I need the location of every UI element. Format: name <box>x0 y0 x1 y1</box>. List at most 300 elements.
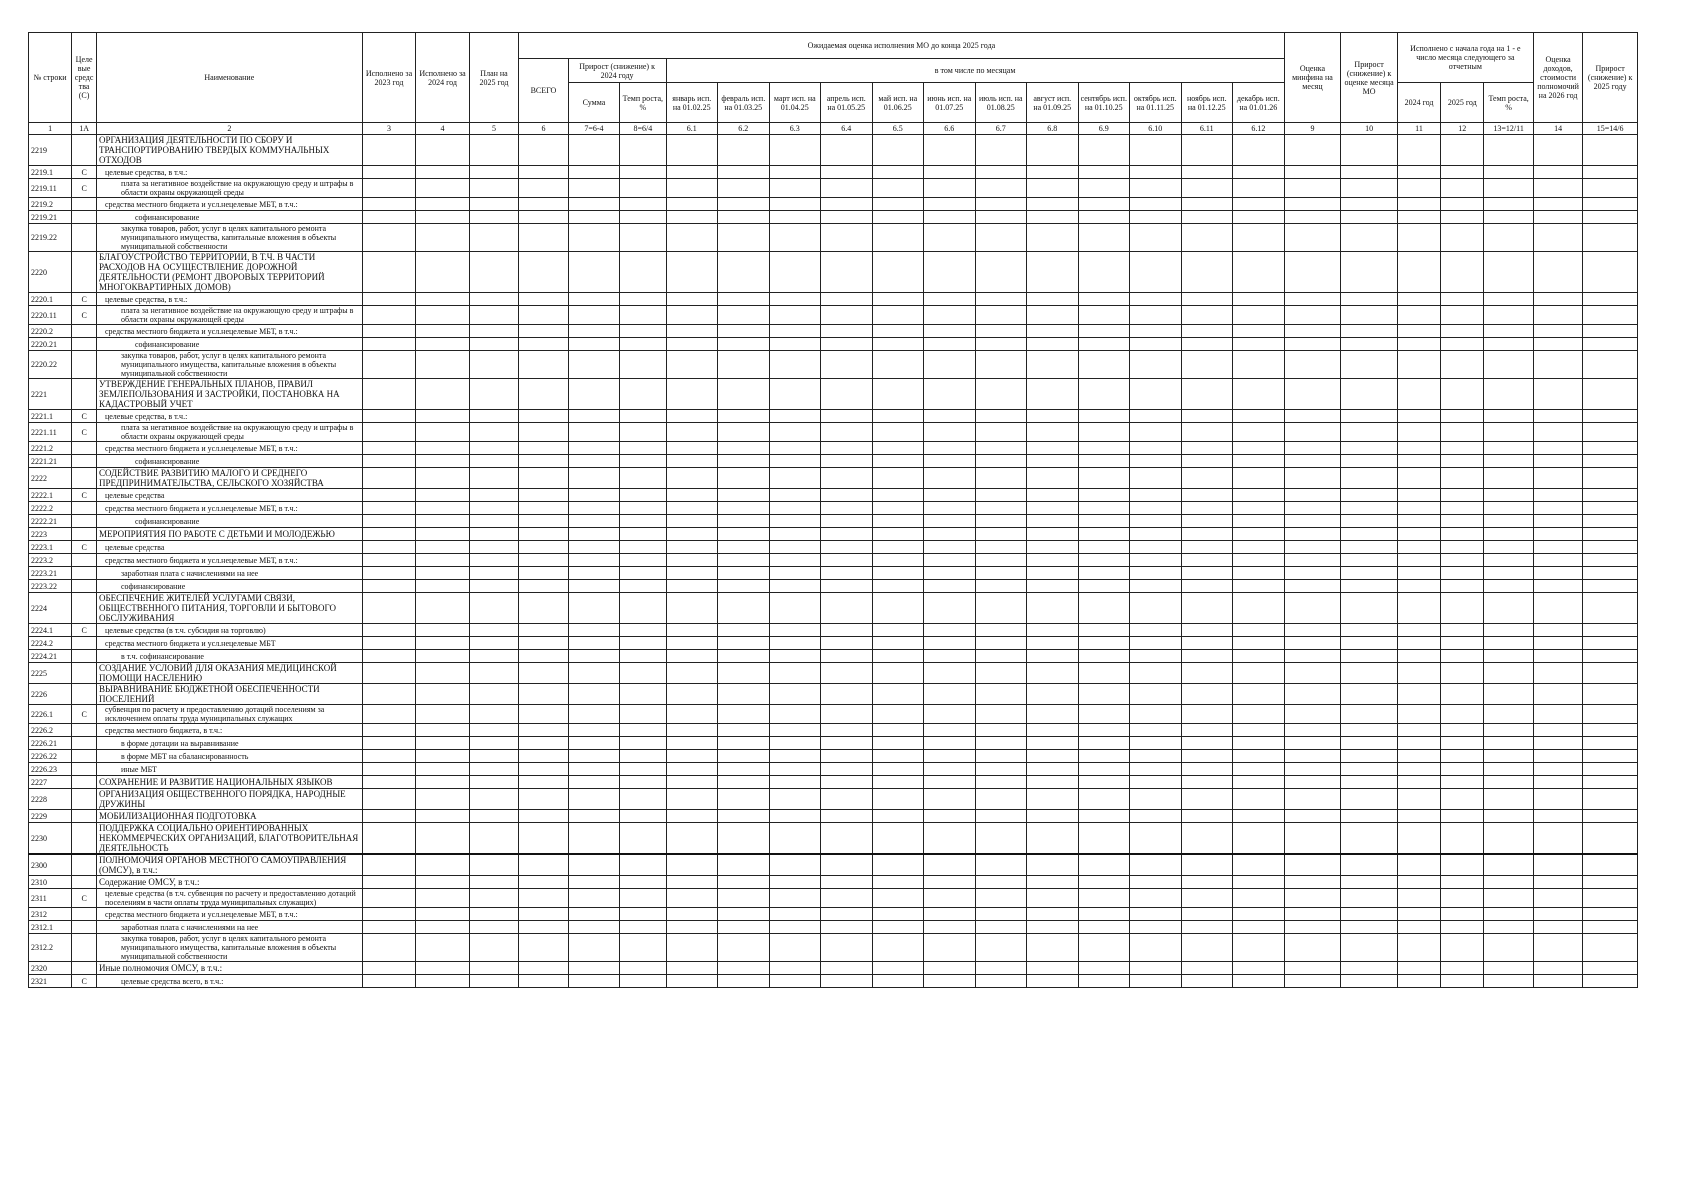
value-cell <box>568 810 620 823</box>
value-cell <box>1397 515 1440 528</box>
row-name <box>96 705 362 724</box>
value-cell <box>666 306 718 325</box>
value-cell <box>1484 198 1533 211</box>
value-cell <box>620 211 666 224</box>
row-name-label: Иные полномочия ОМСУ, в т.ч.: <box>98 963 223 973</box>
value-cell <box>620 705 666 724</box>
row-name <box>96 252 362 293</box>
value-cell <box>469 442 518 455</box>
value-cell <box>1027 567 1079 580</box>
value-cell <box>1341 908 1398 921</box>
value-cell <box>469 789 518 810</box>
value-cell <box>821 325 873 338</box>
value-cell <box>872 455 924 468</box>
value-cell <box>1130 637 1182 650</box>
value-cell <box>469 135 518 166</box>
value-cell <box>924 351 976 379</box>
value-cell <box>620 854 666 876</box>
value-cell <box>362 410 416 423</box>
value-cell <box>924 763 976 776</box>
row-name-label: ВЫРАВНИВАНИЕ БЮДЖЕТНОЙ ОБЕСПЕЧЕННОСТИ ПОСЕЛЕНИЙ <box>98 684 320 704</box>
value-cell <box>718 135 770 166</box>
value-cell <box>1027 528 1079 541</box>
value-cell <box>519 502 568 515</box>
value-cell <box>1441 179 1484 198</box>
value-cell <box>1078 921 1130 934</box>
row-name-label: БЛАГОУСТРОЙСТВО ТЕРРИТОРИИ, В Т.Ч. В ЧАСТИ РАСХОДОВ НА ОСУЩЕСТВЛЕНИЕ ДОРОЖНОЙ ДЕЯТЕЛЬНОСТИ (РЕМОНТ ДВОРОВЫХ ТЕРРИТОРИЙ МНОГОКВАРТИРНЫХ ДОМОВ) <box>98 252 325 292</box>
value-cell <box>769 624 821 637</box>
row-name <box>96 567 362 580</box>
value-cell <box>975 379 1027 410</box>
value-cell <box>1441 489 1484 502</box>
value-cell <box>1533 663 1582 684</box>
row-name-label: целевые средства (в т.ч. субвенция по расчету и предоставлению дотаций поселениям в части оплаты труда муниципальных служащих) <box>104 889 356 907</box>
value-cell <box>666 908 718 921</box>
value-cell <box>519 789 568 810</box>
value-cell <box>1533 724 1582 737</box>
value-cell <box>1130 810 1182 823</box>
value-cell <box>519 580 568 593</box>
value-cell <box>1397 876 1440 889</box>
row-name <box>96 921 362 934</box>
value-cell <box>821 528 873 541</box>
value-cell <box>718 528 770 541</box>
value-cell <box>362 179 416 198</box>
value-cell <box>519 705 568 724</box>
row-name-label: плата за негативное воздействие на окружающую среду и штрафы в области охраны окружающей среды <box>120 306 354 324</box>
row-name-label: средства местного бюджета и усл.нецелевые МБТ, в т.ч.: <box>104 555 298 565</box>
row-target-flag <box>72 135 97 166</box>
value-cell <box>821 515 873 528</box>
value-cell <box>1284 889 1341 908</box>
value-cell <box>620 975 666 988</box>
value-cell <box>1027 293 1079 306</box>
table-row <box>29 306 1638 325</box>
value-cell <box>718 325 770 338</box>
value-cell <box>924 541 976 554</box>
column-number-cell: 1 <box>29 123 72 135</box>
value-cell <box>1027 455 1079 468</box>
value-cell <box>872 379 924 410</box>
value-cell <box>1341 650 1398 663</box>
value-cell <box>1027 211 1079 224</box>
value-cell <box>1233 705 1285 724</box>
table-row <box>29 650 1638 663</box>
value-cell <box>1181 423 1233 442</box>
value-cell <box>469 593 518 624</box>
value-cell <box>568 962 620 975</box>
value-cell <box>769 554 821 567</box>
table-row <box>29 442 1638 455</box>
value-cell <box>1284 776 1341 789</box>
value-cell <box>1027 580 1079 593</box>
value-cell <box>1233 934 1285 962</box>
value-cell <box>1583 211 1638 224</box>
value-cell <box>1284 502 1341 515</box>
value-cell <box>718 854 770 876</box>
value-cell <box>1341 198 1398 211</box>
value-cell <box>975 962 1027 975</box>
value-cell <box>1233 515 1285 528</box>
value-cell <box>416 442 470 455</box>
value-cell <box>1181 252 1233 293</box>
value-cell <box>1484 750 1533 763</box>
value-cell <box>416 650 470 663</box>
value-cell <box>718 515 770 528</box>
value-cell <box>1181 468 1233 489</box>
value-cell <box>769 962 821 975</box>
row-target-flag <box>72 810 97 823</box>
value-cell <box>1130 593 1182 624</box>
value-cell <box>1484 224 1533 252</box>
value-cell <box>821 889 873 908</box>
value-cell <box>362 325 416 338</box>
value-cell <box>718 410 770 423</box>
value-cell <box>1284 442 1341 455</box>
value-cell <box>924 876 976 889</box>
value-cell <box>975 468 1027 489</box>
value-cell <box>924 468 976 489</box>
row-name <box>96 854 362 876</box>
value-cell <box>1284 338 1341 351</box>
value-cell <box>1341 211 1398 224</box>
value-cell <box>769 705 821 724</box>
value-cell <box>924 705 976 724</box>
value-cell <box>416 528 470 541</box>
value-cell <box>416 876 470 889</box>
value-cell <box>568 889 620 908</box>
value-cell <box>1078 705 1130 724</box>
value-cell <box>362 637 416 650</box>
value-cell <box>1233 379 1285 410</box>
value-cell <box>1397 198 1440 211</box>
value-cell <box>1533 198 1582 211</box>
value-cell <box>469 776 518 789</box>
row-target-flag <box>72 593 97 624</box>
row-name <box>96 810 362 823</box>
table-row <box>29 854 1638 876</box>
value-cell <box>1533 306 1582 325</box>
value-cell <box>416 554 470 567</box>
value-cell <box>1484 211 1533 224</box>
row-target-flag <box>72 724 97 737</box>
value-cell <box>1130 293 1182 306</box>
value-cell <box>416 423 470 442</box>
value-cell <box>519 541 568 554</box>
value-cell <box>568 338 620 351</box>
value-cell <box>1233 166 1285 179</box>
value-cell <box>769 663 821 684</box>
value-cell <box>1130 179 1182 198</box>
value-cell <box>1284 455 1341 468</box>
value-cell <box>924 789 976 810</box>
value-cell <box>1341 489 1398 502</box>
value-cell <box>469 211 518 224</box>
row-name <box>96 889 362 908</box>
value-cell <box>666 135 718 166</box>
value-cell <box>469 179 518 198</box>
row-code: 2225 <box>29 663 72 684</box>
value-cell <box>769 650 821 663</box>
value-cell <box>568 502 620 515</box>
value-cell <box>924 198 976 211</box>
value-cell <box>362 455 416 468</box>
row-name <box>96 580 362 593</box>
table-row <box>29 423 1638 442</box>
value-cell <box>769 975 821 988</box>
row-name-label: УТВЕРЖДЕНИЕ ГЕНЕРАЛЬНЫХ ПЛАНОВ, ПРАВИЛ ЗЕМЛЕПОЛЬЗОВАНИЯ И ЗАСТРОЙКИ, ПОСТАНОВКА НА КАДАСТРОВЫЙ УЧЕТ <box>98 379 340 409</box>
value-cell <box>469 705 518 724</box>
value-cell <box>568 593 620 624</box>
value-cell <box>821 306 873 325</box>
table-row <box>29 293 1638 306</box>
value-cell <box>1284 934 1341 962</box>
row-target-flag <box>72 351 97 379</box>
value-cell <box>568 580 620 593</box>
row-target-flag <box>72 338 97 351</box>
value-cell <box>1533 502 1582 515</box>
column-number-cell: 6.3 <box>769 123 821 135</box>
value-cell <box>821 705 873 724</box>
value-cell <box>620 455 666 468</box>
value-cell <box>1233 224 1285 252</box>
row-code: 2230 <box>29 823 72 855</box>
value-cell <box>1484 737 1533 750</box>
value-cell <box>821 810 873 823</box>
value-cell <box>1027 468 1079 489</box>
row-target-flag <box>72 921 97 934</box>
table-row <box>29 410 1638 423</box>
value-cell <box>469 379 518 410</box>
value-cell <box>362 724 416 737</box>
value-cell <box>362 515 416 528</box>
value-cell <box>362 750 416 763</box>
value-cell <box>620 810 666 823</box>
value-cell <box>872 889 924 908</box>
value-cell <box>1284 211 1341 224</box>
value-cell <box>1341 750 1398 763</box>
table-row <box>29 515 1638 528</box>
value-cell <box>1533 876 1582 889</box>
value-cell <box>362 705 416 724</box>
value-cell <box>924 810 976 823</box>
row-target-flag <box>72 325 97 338</box>
row-name <box>96 306 362 325</box>
value-cell <box>718 763 770 776</box>
value-cell <box>975 705 1027 724</box>
value-cell <box>1181 724 1233 737</box>
row-name-label: софинансирование <box>134 339 200 349</box>
row-name <box>96 410 362 423</box>
header-month-may: май исп. на 01.06.25 <box>872 83 924 123</box>
value-cell <box>924 663 976 684</box>
table-row <box>29 684 1638 705</box>
value-cell <box>924 211 976 224</box>
value-cell <box>469 889 518 908</box>
value-cell <box>1130 211 1182 224</box>
row-code: 2221 <box>29 379 72 410</box>
row-code: 2221.1 <box>29 410 72 423</box>
value-cell <box>769 789 821 810</box>
value-cell <box>821 379 873 410</box>
table-row <box>29 224 1638 252</box>
value-cell <box>1233 750 1285 763</box>
value-cell <box>718 198 770 211</box>
row-name-label: средства местного бюджета и усл.нецелевые МБТ, в т.ч.: <box>104 909 298 919</box>
value-cell <box>1583 224 1638 252</box>
value-cell <box>666 211 718 224</box>
row-name-label: ОРГАНИЗАЦИЯ ОБЩЕСТВЕННОГО ПОРЯДКА, НАРОДНЫЕ ДРУЖИНЫ <box>98 789 346 809</box>
value-cell <box>1484 489 1533 502</box>
value-cell <box>1181 854 1233 876</box>
value-cell <box>1533 541 1582 554</box>
value-cell <box>666 763 718 776</box>
header-name: Наименование <box>96 33 362 123</box>
value-cell <box>666 580 718 593</box>
row-target-flag <box>72 379 97 410</box>
value-cell <box>1027 179 1079 198</box>
value-cell <box>1341 515 1398 528</box>
value-cell <box>1027 684 1079 705</box>
value-cell <box>362 776 416 789</box>
header-sum: Сумма <box>568 83 620 123</box>
value-cell <box>821 962 873 975</box>
value-cell <box>769 351 821 379</box>
row-code: 2222 <box>29 468 72 489</box>
value-cell <box>1078 789 1130 810</box>
value-cell <box>1397 455 1440 468</box>
column-number-cell: 6.2 <box>718 123 770 135</box>
value-cell <box>666 567 718 580</box>
value-cell <box>769 724 821 737</box>
row-code: 2224 <box>29 593 72 624</box>
value-cell <box>1078 934 1130 962</box>
value-cell <box>975 889 1027 908</box>
value-cell <box>1078 637 1130 650</box>
row-target-flag <box>72 650 97 663</box>
value-cell <box>620 823 666 855</box>
value-cell <box>872 442 924 455</box>
value-cell <box>975 293 1027 306</box>
value-cell <box>620 325 666 338</box>
header-month-oct: октябрь исп. на 01.11.25 <box>1130 83 1182 123</box>
value-cell <box>872 637 924 650</box>
value-cell <box>666 252 718 293</box>
value-cell <box>519 489 568 502</box>
value-cell <box>620 306 666 325</box>
value-cell <box>1341 637 1398 650</box>
value-cell <box>1341 455 1398 468</box>
value-cell <box>1484 528 1533 541</box>
value-cell <box>924 908 976 921</box>
value-cell <box>975 737 1027 750</box>
value-cell <box>469 650 518 663</box>
value-cell <box>1441 293 1484 306</box>
row-target-flag <box>72 502 97 515</box>
value-cell <box>1027 854 1079 876</box>
row-target-flag: С <box>72 179 97 198</box>
value-cell <box>821 502 873 515</box>
value-cell <box>620 252 666 293</box>
value-cell <box>769 737 821 750</box>
value-cell <box>1583 554 1638 567</box>
value-cell <box>362 423 416 442</box>
value-cell <box>872 705 924 724</box>
value-cell <box>1078 351 1130 379</box>
value-cell <box>666 789 718 810</box>
value-cell <box>416 455 470 468</box>
value-cell <box>1284 637 1341 650</box>
value-cell <box>362 663 416 684</box>
table-row <box>29 554 1638 567</box>
table-row <box>29 705 1638 724</box>
value-cell <box>1533 823 1582 855</box>
value-cell <box>872 580 924 593</box>
value-cell <box>469 198 518 211</box>
value-cell <box>568 252 620 293</box>
row-code: 2220.22 <box>29 351 72 379</box>
value-cell <box>1484 624 1533 637</box>
value-cell <box>469 502 518 515</box>
value-cell <box>416 763 470 776</box>
value-cell <box>821 637 873 650</box>
value-cell <box>924 724 976 737</box>
row-target-flag <box>72 876 97 889</box>
value-cell <box>924 325 976 338</box>
table-row <box>29 889 1638 908</box>
value-cell <box>1233 252 1285 293</box>
value-cell <box>872 423 924 442</box>
header-ytd-2024: 2024 год <box>1397 83 1440 123</box>
header-executed-ytd: Исполнено с начала года на 1 - е число месяца следующего за отчетным <box>1397 33 1533 83</box>
value-cell <box>1130 379 1182 410</box>
value-cell <box>769 528 821 541</box>
value-cell <box>519 198 568 211</box>
value-cell <box>975 410 1027 423</box>
value-cell <box>718 684 770 705</box>
value-cell <box>872 975 924 988</box>
value-cell <box>568 823 620 855</box>
value-cell <box>1484 502 1533 515</box>
row-name <box>96 934 362 962</box>
value-cell <box>1284 351 1341 379</box>
value-cell <box>1583 908 1638 921</box>
value-cell <box>975 252 1027 293</box>
value-cell <box>469 854 518 876</box>
value-cell <box>1284 293 1341 306</box>
column-number-cell: 6.8 <box>1027 123 1079 135</box>
value-cell <box>519 515 568 528</box>
value-cell <box>1397 624 1440 637</box>
value-cell <box>872 934 924 962</box>
value-cell <box>1078 502 1130 515</box>
value-cell <box>1397 554 1440 567</box>
value-cell <box>416 468 470 489</box>
column-number-cell: 6.9 <box>1078 123 1130 135</box>
value-cell <box>1484 455 1533 468</box>
value-cell <box>469 737 518 750</box>
value-cell <box>666 224 718 252</box>
value-cell <box>1583 166 1638 179</box>
value-cell <box>1130 650 1182 663</box>
value-cell <box>519 810 568 823</box>
value-cell <box>1397 650 1440 663</box>
value-cell <box>1181 650 1233 663</box>
table-row <box>29 737 1638 750</box>
value-cell <box>975 306 1027 325</box>
row-target-flag <box>72 908 97 921</box>
value-cell <box>1484 423 1533 442</box>
